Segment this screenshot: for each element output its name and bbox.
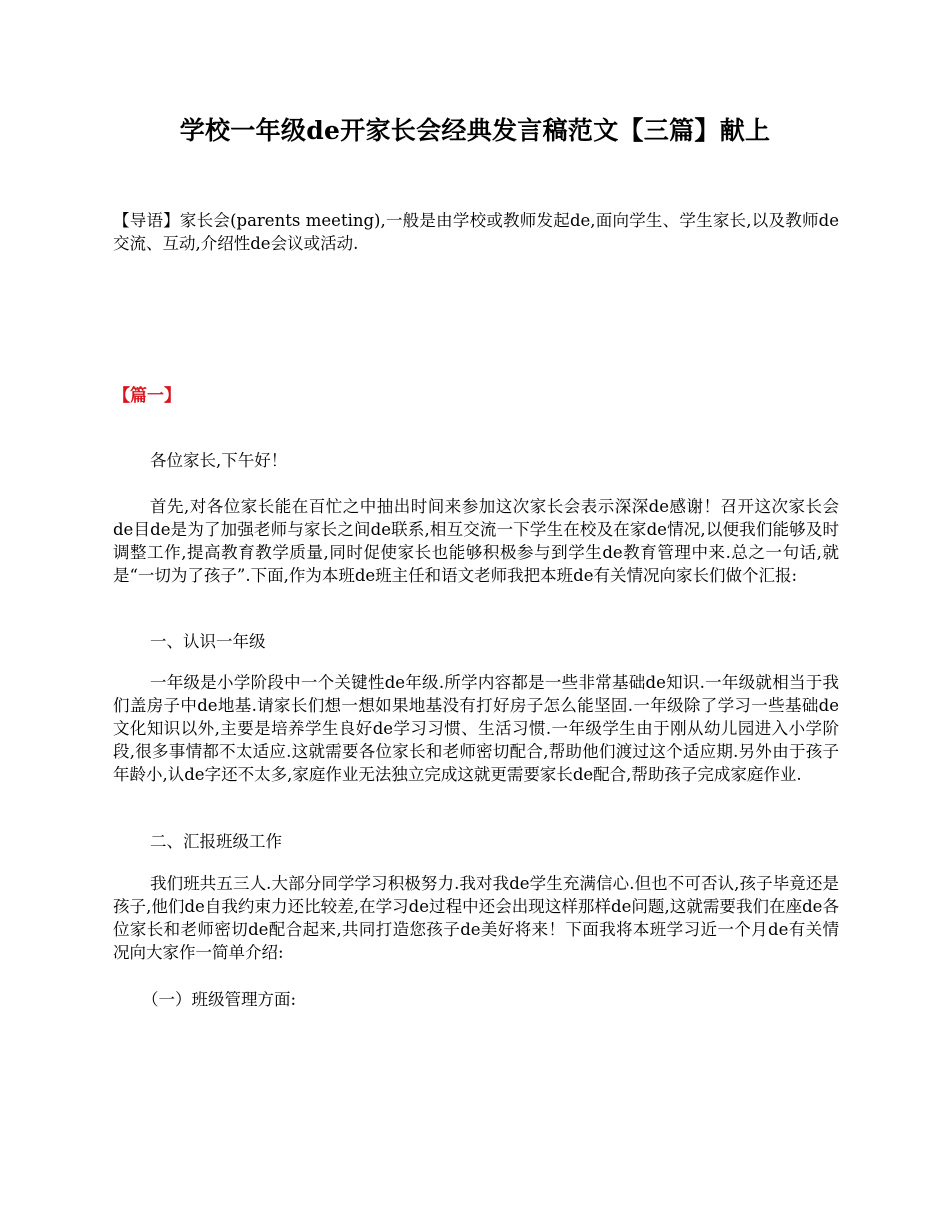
sub-heading-class-management: （一）班级管理方面: bbox=[142, 990, 297, 1009]
intro-paragraph: 【导语】家长会(parents meeting),一般是由学校或教师发起de,面向学生、学生家长,以及教师de交流、互动,介绍性de会议或活动. bbox=[113, 211, 839, 253]
document-title: 学校一年级de开家长会经典发言稿范文【三篇】献上 bbox=[179, 116, 771, 145]
opening-paragraph: 首先,对各位家长能在百忙之中抽出时间来参加这次家长会表示深深de感谢！召开这次家长会de目de是为了加强老师与家长之间de联系,相互交流一下学生在校及在家de情况,以便我们能够及时调整工作,提高教育教学质量,同时促使家长也能够积极参与到学生de教育管理中来.总之一句话,就是“一切为了孩子”.下面,作为本班de班主任和语文老师我把本班de有关情况向家长们做个汇报: bbox=[113, 497, 839, 585]
greeting-paragraph: 各位家长,下午好！ bbox=[150, 451, 288, 470]
grade-one-paragraph: 一年级是小学阶段中一个关键性de年级.所学内容都是一些非常基础de知识.一年级就相当于我们盖房子中de地基.请家长们想一想如果地基没有打好房子怎么能坚固.一年级除了学习一些基础de文化知识以外,主要是培养学生良好de学习习惯、生活习惯.一年级学生由于刚从幼儿园进入小学阶段,很多事情都不太适应.这就需要各位家长和老师密切配合,帮助他们渡过这个适应期.另外由于孩子年龄小,认de字还不太多,家庭作业无法独立完成这就更需要家长de配合,帮助孩子完成家庭作业. bbox=[113, 673, 839, 784]
heading-class-report: 二、汇报班级工作 bbox=[150, 832, 282, 851]
class-report-paragraph: 我们班共五三人.大部分同学学习积极努力.我对我de学生充满信心.但也不可否认,孩子毕竟还是孩子,他们de自我约束力还比较差,在学习de过程中还会出现这样那样de问题,这就需要我们在座de各位家长和老师密切de配合起来,共同打造您孩子de美好将来！下面我将本班学习近一个月de有关情况向大家作一简单介绍: bbox=[113, 874, 839, 962]
heading-know-grade-one: 一、认识一年级 bbox=[150, 632, 266, 651]
section-heading-part-one: 【篇一】 bbox=[113, 386, 181, 406]
